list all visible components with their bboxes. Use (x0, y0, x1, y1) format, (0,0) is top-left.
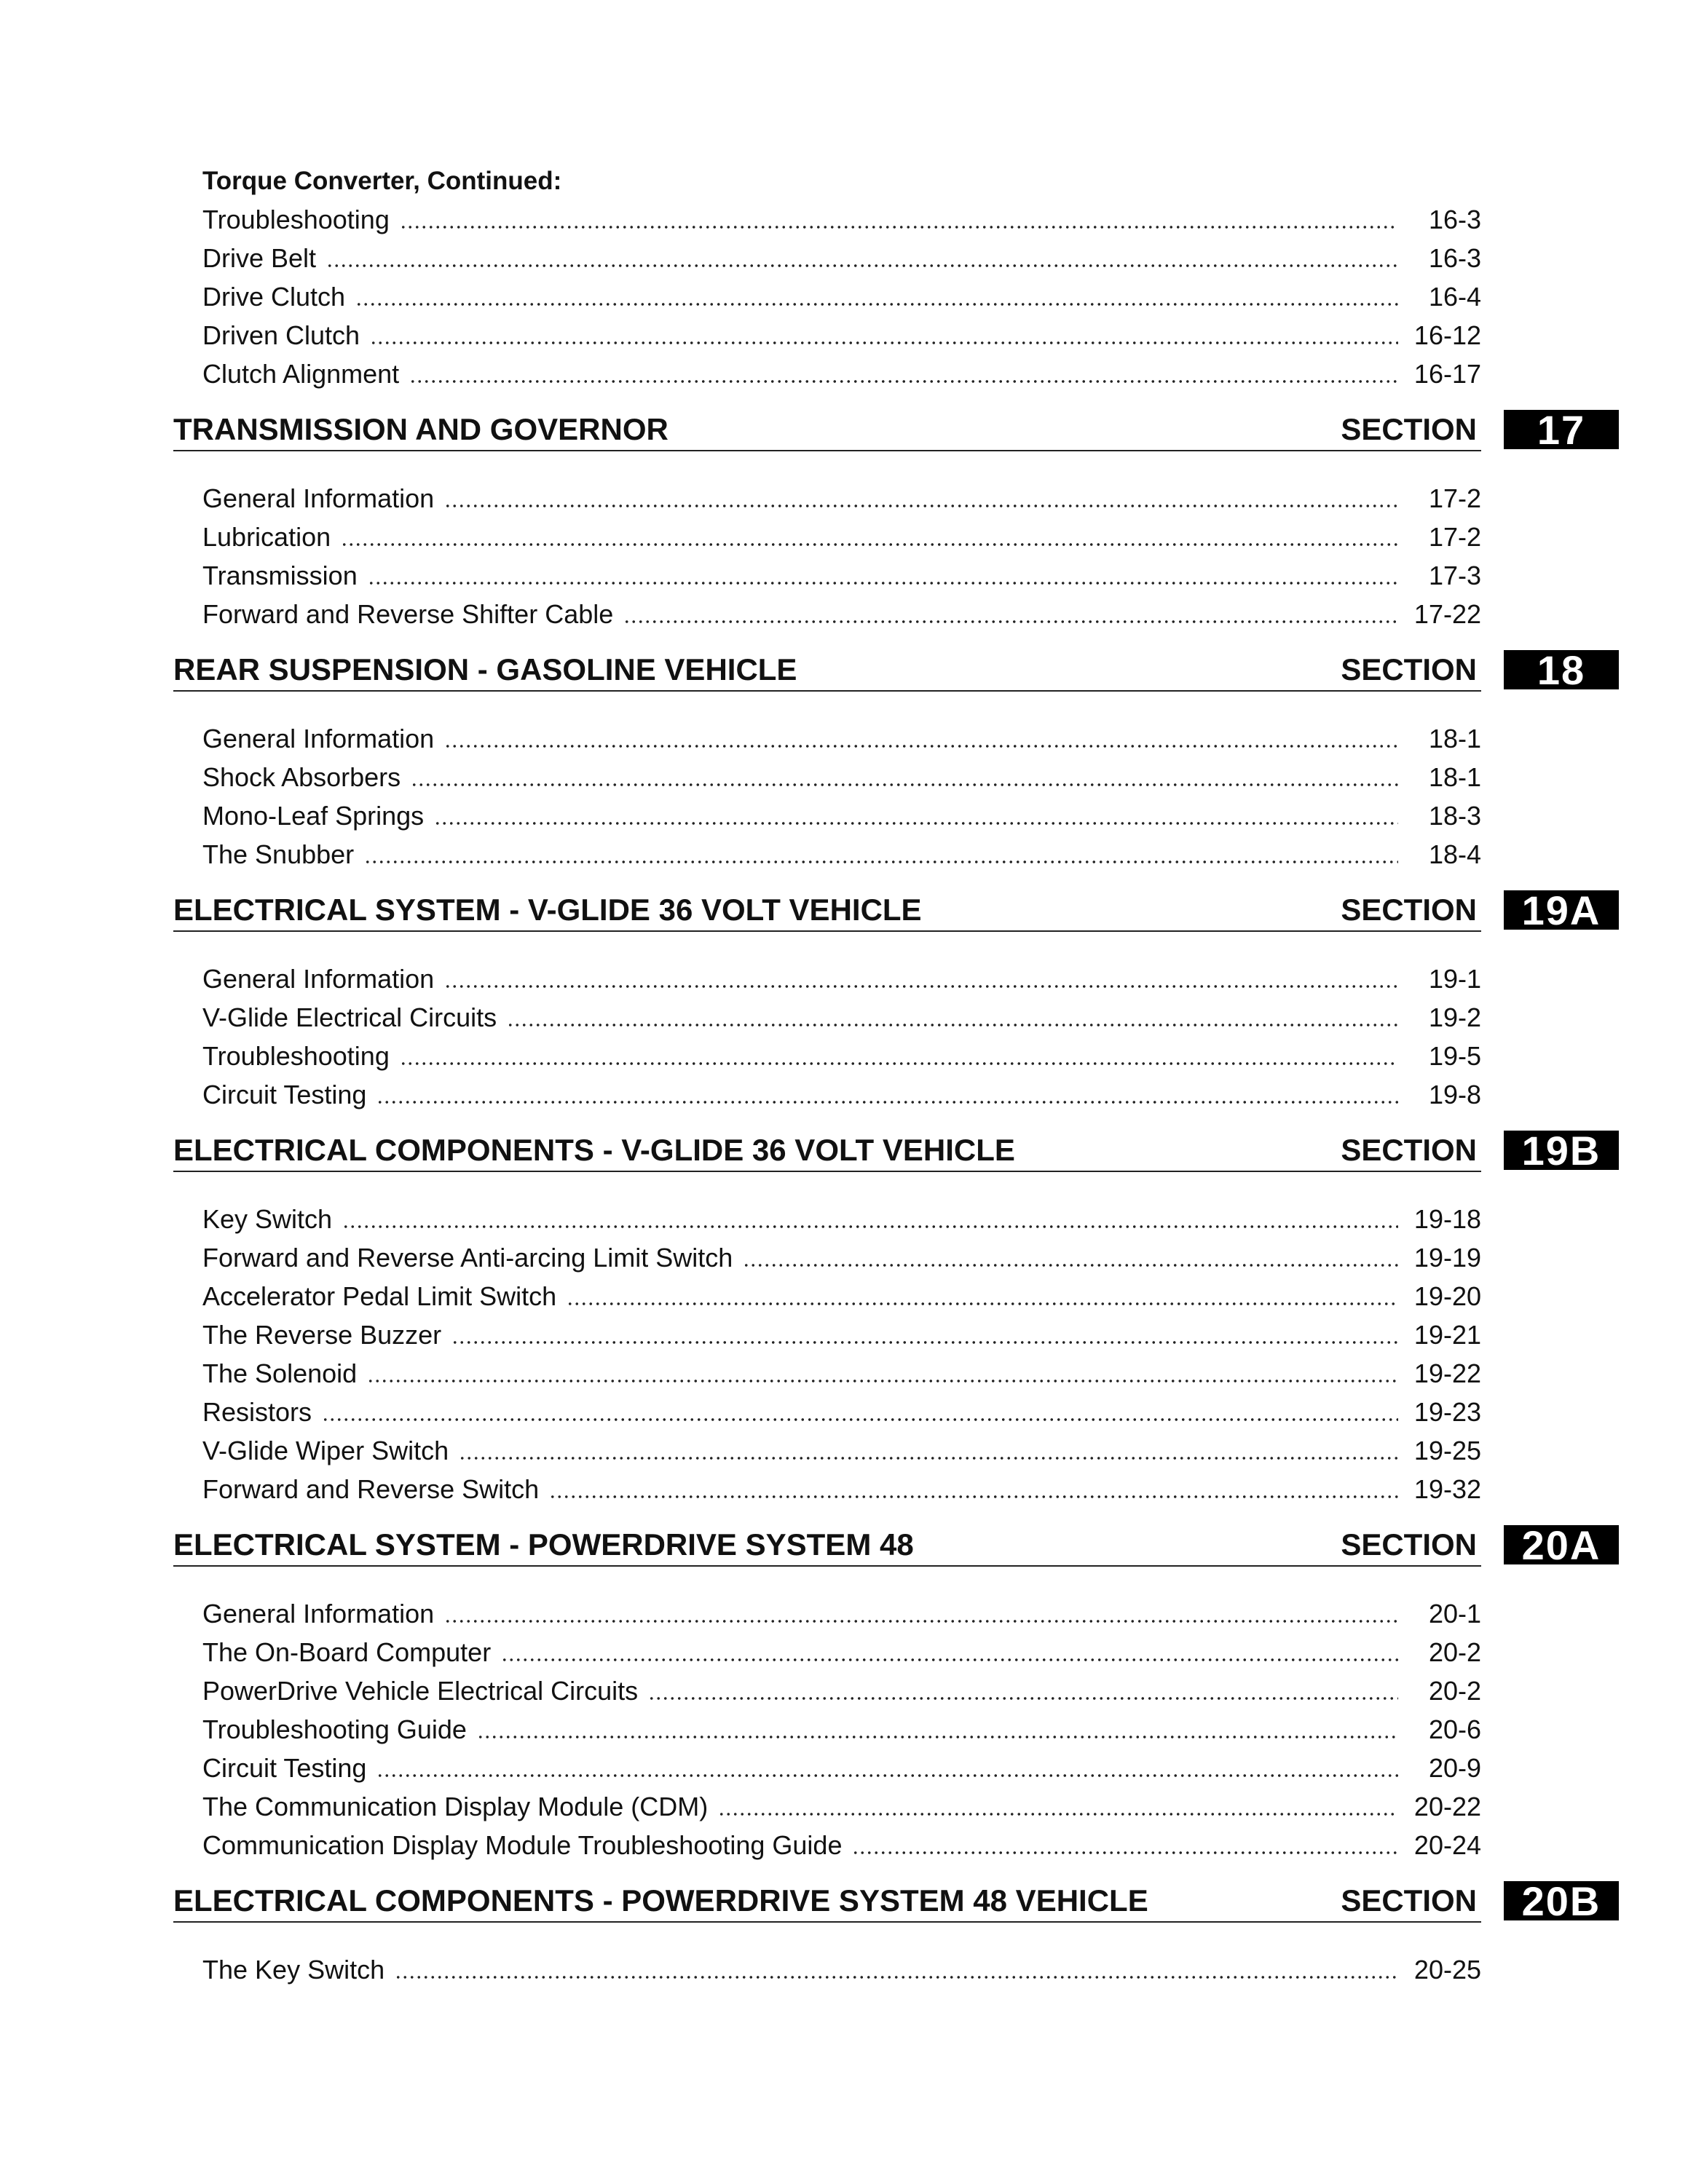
toc-entry[interactable] (202, 1393, 1481, 1431)
entry-label: Troubleshooting (202, 205, 390, 234)
toc-entry[interactable] (202, 1200, 1481, 1238)
dot-leader (400, 225, 1398, 229)
dot-leader (409, 379, 1398, 384)
dot-leader (852, 1851, 1398, 1855)
entry-label: Clutch Alignment (202, 359, 400, 389)
toc-entry[interactable] (202, 595, 1481, 633)
dot-leader (364, 860, 1398, 864)
entry-page-number: 20-22 (1413, 1792, 1481, 1821)
toc-entry[interactable] (202, 998, 1481, 1037)
section-heading (173, 407, 1586, 453)
dot-leader (451, 1340, 1398, 1345)
entry-page-number: 19-21 (1413, 1320, 1481, 1350)
dot-leader (376, 1100, 1398, 1104)
entry-label: Accelerator Pedal Limit Switch (202, 1281, 557, 1311)
entry-page-number: 20-2 (1428, 1676, 1481, 1706)
entry-page-number: 20-1 (1428, 1599, 1481, 1629)
toc-entry[interactable] (202, 796, 1481, 835)
entry-page-number: 17-3 (1428, 561, 1481, 590)
entry-page-number: 16-3 (1428, 205, 1481, 234)
toc-entry[interactable] (202, 277, 1481, 316)
entry-label: Circuit Testing (202, 1080, 367, 1109)
toc-entry[interactable] (202, 1431, 1481, 1470)
toc-entry[interactable] (202, 1354, 1481, 1393)
section-title: ELECTRICAL COMPONENTS - POWERDRIVE SYSTEM 48 VEHICLE (173, 1883, 1148, 1918)
toc-entry[interactable] (202, 1075, 1481, 1114)
entry-page-number: 18-4 (1428, 839, 1481, 869)
dot-leader (459, 1456, 1398, 1460)
entry-label: PowerDrive Vehicle Electrical Circuits (202, 1676, 639, 1706)
entry-label: Lubrication (202, 522, 331, 552)
dot-leader (341, 542, 1398, 547)
entry-page-number: 20-24 (1413, 1830, 1481, 1860)
entry-label: Troubleshooting Guide (202, 1714, 467, 1744)
section-word: SECTION (1341, 893, 1477, 927)
entry-label: Circuit Testing (202, 1753, 367, 1783)
entry-page-number: 18-1 (1428, 724, 1481, 753)
section-heading (173, 1522, 1601, 1568)
entry-label: The Key Switch (202, 1955, 385, 1985)
toc-entry[interactable] (202, 1950, 1481, 1989)
section-title: ELECTRICAL SYSTEM - POWERDRIVE SYSTEM 48 (173, 1527, 914, 1562)
section-word: SECTION (1341, 412, 1477, 446)
entry-page-number: 19-23 (1413, 1397, 1481, 1427)
section-word: SECTION (1341, 652, 1477, 687)
entry-label: Troubleshooting (202, 1041, 390, 1071)
toc-entry[interactable] (202, 1037, 1481, 1075)
toc-entry[interactable] (202, 1787, 1481, 1826)
dot-leader (444, 504, 1398, 508)
toc-entry[interactable] (202, 1277, 1481, 1315)
toc-entry[interactable] (202, 1238, 1481, 1277)
dot-leader (368, 581, 1398, 585)
entry-label: General Information (202, 964, 435, 994)
dot-leader (743, 1263, 1398, 1267)
toc-entry[interactable] (202, 355, 1481, 393)
entry-page-number: 17-2 (1428, 522, 1481, 552)
section-heading (173, 647, 1586, 693)
entry-page-number: 16-3 (1428, 243, 1481, 273)
entry-label: Forward and Reverse Switch (202, 1474, 540, 1504)
entry-page-number: 19-22 (1413, 1358, 1481, 1388)
dot-leader (326, 264, 1398, 268)
section-number-badge: 18 (1504, 650, 1619, 689)
entry-page-number: 17-22 (1413, 599, 1481, 629)
dot-leader (367, 1379, 1398, 1383)
toc-entry[interactable] (202, 960, 1481, 998)
dot-leader (648, 1696, 1398, 1701)
section-heading (173, 1128, 1601, 1174)
dot-leader (444, 1619, 1398, 1623)
dot-leader (567, 1302, 1398, 1306)
entry-page-number: 20-6 (1428, 1714, 1481, 1744)
toc-entry[interactable] (202, 316, 1481, 355)
dot-leader (395, 1975, 1398, 1979)
toc-entry[interactable] (202, 556, 1481, 595)
entry-page-number: 18-3 (1428, 801, 1481, 831)
entry-label: The On-Board Computer (202, 1637, 492, 1667)
entry-page-number: 16-17 (1413, 359, 1481, 389)
toc-entry[interactable] (202, 1633, 1481, 1671)
entry-page-number: 19-5 (1428, 1041, 1481, 1071)
dot-leader (342, 1224, 1398, 1229)
toc-entry[interactable] (202, 200, 1481, 239)
entry-label: Forward and Reverse Anti-arcing Limit Switch (202, 1243, 733, 1273)
dot-leader (411, 783, 1398, 787)
dot-leader (376, 1773, 1398, 1778)
table-of-contents (173, 162, 1601, 1989)
section-title: ELECTRICAL SYSTEM - V-GLIDE 36 VOLT VEHICLE (173, 893, 922, 927)
dot-leader (444, 744, 1398, 748)
toc-entry[interactable] (202, 1710, 1481, 1749)
toc-entry[interactable] (202, 239, 1481, 277)
section-number-badge: 17 (1504, 410, 1619, 449)
section-heading (173, 1878, 1601, 1924)
entry-label: General Information (202, 1599, 435, 1629)
entry-label: Driven Clutch (202, 320, 360, 350)
entry-page-number: 19-2 (1428, 1002, 1481, 1032)
section-title: ELECTRICAL COMPONENTS - V-GLIDE 36 VOLT VEHICLE (173, 1133, 1015, 1167)
entry-page-number: 16-12 (1413, 320, 1481, 350)
entry-label: V-Glide Wiper Switch (202, 1436, 449, 1465)
entry-label: Key Switch (202, 1204, 333, 1234)
entry-page-number: 19-32 (1413, 1474, 1481, 1504)
entry-label: Resistors (202, 1397, 312, 1427)
entry-label: Communication Display Module Troubleshooting Guide (202, 1830, 843, 1860)
section-title: TRANSMISSION AND GOVERNOR (173, 412, 669, 446)
entry-label: V-Glide Electrical Circuits (202, 1002, 497, 1032)
entry-label: The Reverse Buzzer (202, 1320, 442, 1350)
entry-label: Shock Absorbers (202, 762, 401, 792)
entry-label: General Information (202, 483, 435, 513)
section-number-badge: 20A (1504, 1525, 1619, 1564)
entry-label: The Snubber (202, 839, 355, 869)
dot-leader (370, 341, 1398, 345)
entry-page-number: 19-19 (1413, 1243, 1481, 1273)
dot-leader (549, 1495, 1398, 1499)
dot-leader (444, 984, 1398, 989)
dot-leader (623, 620, 1398, 624)
dot-leader (434, 821, 1398, 826)
toc-entry[interactable] (202, 835, 1481, 874)
section-title: REAR SUSPENSION - GASOLINE VEHICLE (173, 652, 797, 687)
section-number-badge: 19B (1504, 1131, 1619, 1170)
toc-entry[interactable] (202, 1826, 1481, 1864)
toc-entry[interactable] (202, 479, 1481, 518)
entry-page-number: 16-4 (1428, 282, 1481, 312)
entry-page-number: 19-25 (1413, 1436, 1481, 1465)
entry-page-number: 20-25 (1413, 1955, 1481, 1985)
dot-leader (718, 1812, 1398, 1816)
toc-entry[interactable] (202, 518, 1481, 556)
dot-leader (322, 1417, 1398, 1422)
toc-entry[interactable] (202, 719, 1481, 758)
entry-page-number: 19-8 (1428, 1080, 1481, 1109)
entry-label: Transmission (202, 561, 358, 590)
toc-entry[interactable] (202, 1594, 1481, 1633)
entry-label: Forward and Reverse Shifter Cable (202, 599, 614, 629)
entry-label: Drive Belt (202, 243, 317, 273)
section-word: SECTION (1341, 1527, 1477, 1562)
toc-entry[interactable] (202, 758, 1481, 796)
dot-leader (501, 1658, 1398, 1662)
entry-label: General Information (202, 724, 435, 753)
toc-entry[interactable] (202, 1671, 1481, 1710)
entry-page-number: 17-2 (1428, 483, 1481, 513)
entry-label: Drive Clutch (202, 282, 346, 312)
section-word: SECTION (1341, 1883, 1477, 1918)
dot-leader (355, 302, 1398, 306)
section-word: SECTION (1341, 1133, 1477, 1167)
entry-page-number: 18-1 (1428, 762, 1481, 792)
entry-label: The Solenoid (202, 1358, 358, 1388)
entry-label: The Communication Display Module (CDM) (202, 1792, 709, 1821)
dot-leader (400, 1061, 1398, 1066)
toc-entry[interactable] (202, 1749, 1481, 1787)
section-number-badge: 20B (1504, 1881, 1619, 1920)
entry-page-number: 19-1 (1428, 964, 1481, 994)
entry-label: Mono-Leaf Springs (202, 801, 425, 831)
dot-leader (507, 1023, 1398, 1027)
toc-entry[interactable] (202, 1315, 1481, 1354)
entry-page-number: 20-2 (1428, 1637, 1481, 1667)
entry-page-number: 20-9 (1428, 1753, 1481, 1783)
entry-page-number: 19-20 (1413, 1281, 1481, 1311)
continued-title: Torque Converter, Continued: (202, 167, 562, 195)
entry-page-number: 19-18 (1413, 1204, 1481, 1234)
dot-leader (477, 1735, 1398, 1739)
section-heading (173, 887, 1601, 933)
toc-entry[interactable] (202, 1470, 1481, 1508)
section-number-badge: 19A (1504, 890, 1619, 930)
